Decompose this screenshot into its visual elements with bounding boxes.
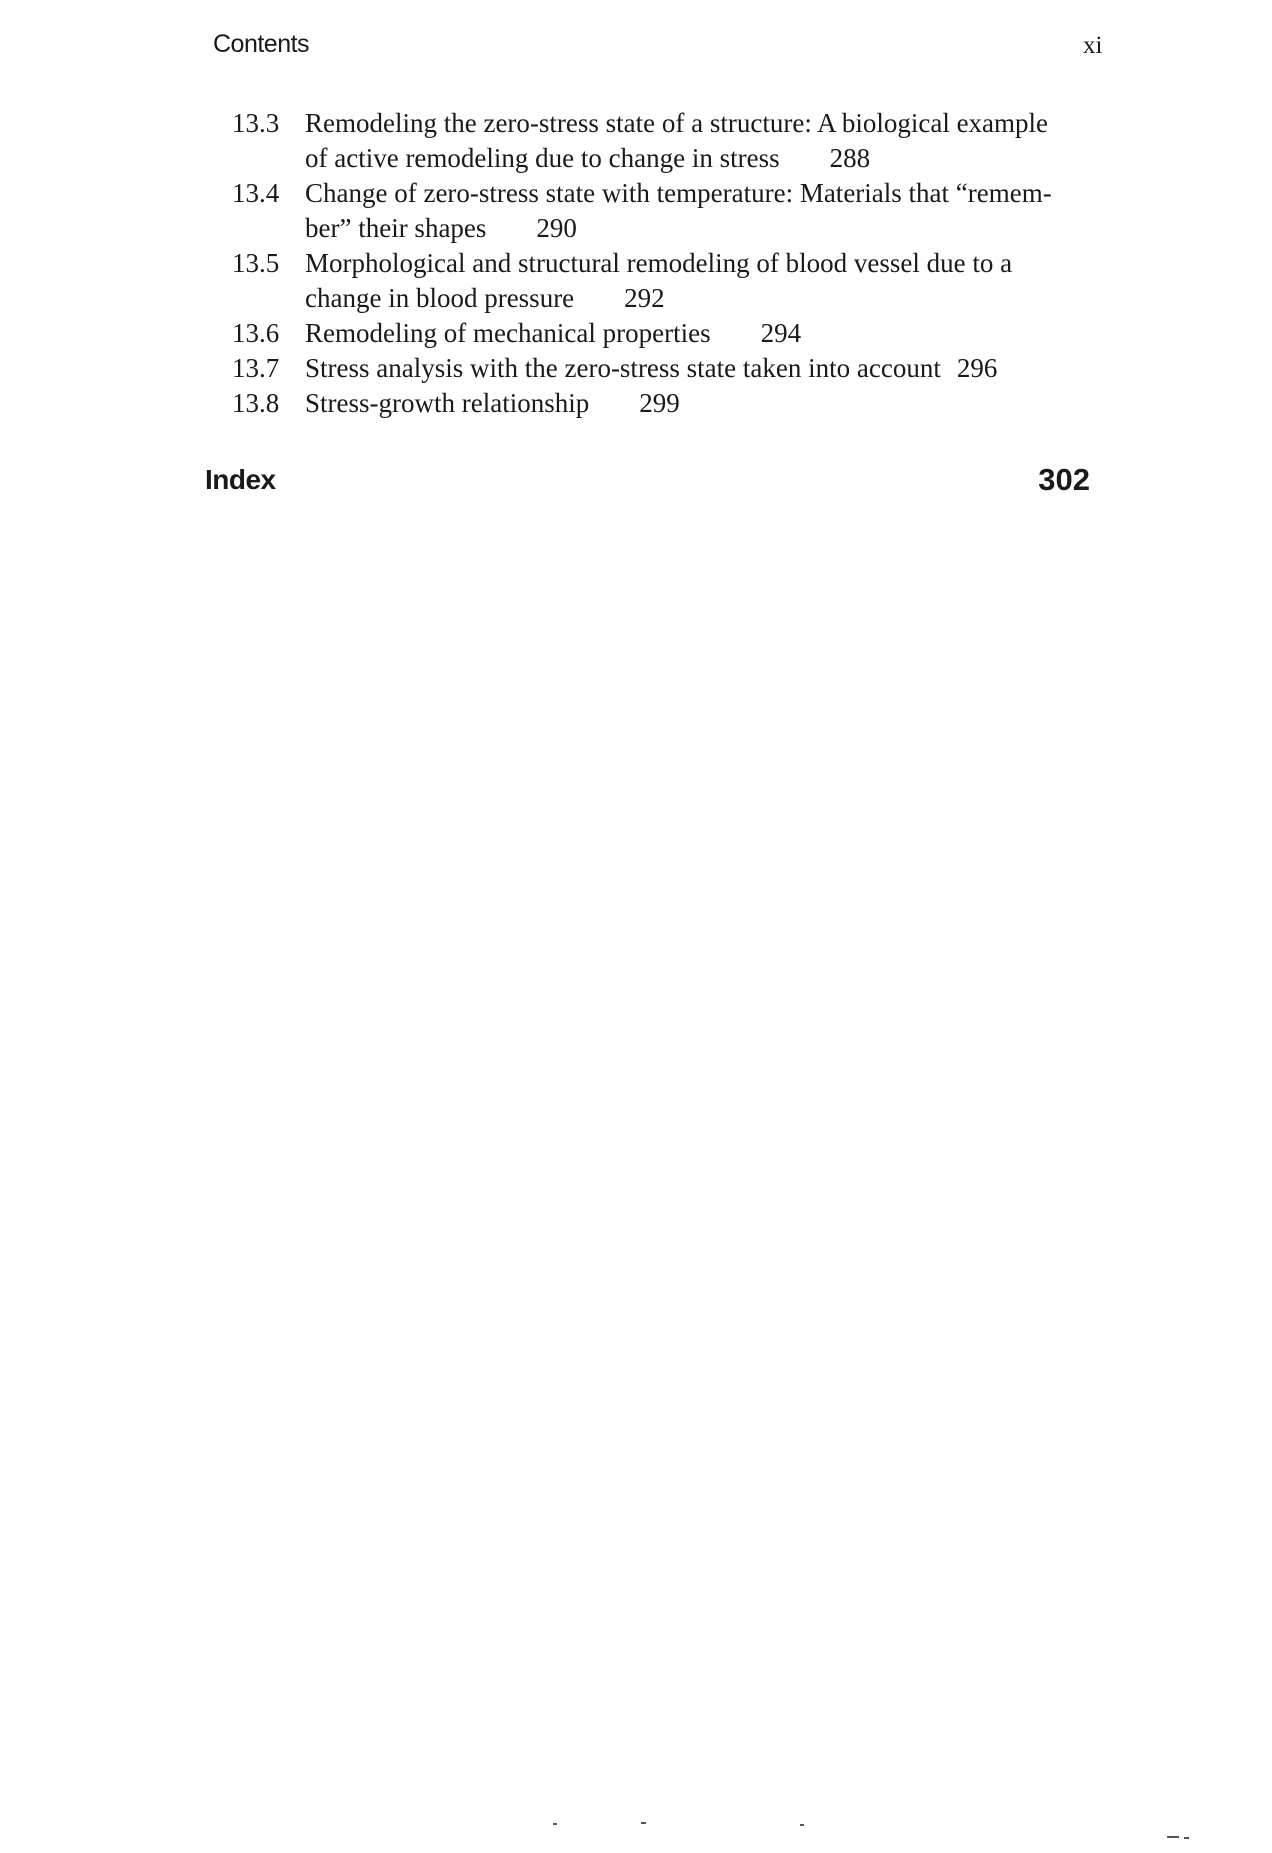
toc-entry-number: 13.3 <box>232 108 280 138</box>
toc-entry-number: 13.8 <box>232 388 280 418</box>
toc-entry-text <box>305 351 1072 386</box>
running-head: Contents <box>213 30 310 58</box>
toc-entry-text <box>305 386 1072 421</box>
toc-list <box>232 106 1072 421</box>
scan-speck <box>553 1823 557 1825</box>
toc-entry-title: Stress-growth relationship <box>305 388 590 418</box>
scan-speck <box>1184 1837 1189 1839</box>
toc-entry-text <box>305 176 1072 246</box>
toc-entry-text <box>305 106 1072 176</box>
toc-entry-page: 299 <box>639 388 680 418</box>
page-folio: xi <box>1083 32 1103 59</box>
toc-entry-title: Change of zero-stress state with temperature: Materials that “remem-ber” their shapes <box>305 178 1052 243</box>
toc-entry-number: 13.4 <box>232 178 280 208</box>
toc-entry <box>232 246 1072 316</box>
toc-entry-title: Stress analysis with the zero-stress state taken into account <box>305 353 941 383</box>
toc-entry-title: Morphological and structural remodeling of blood vessel due to a change in blood pressure <box>305 248 1013 313</box>
scan-speck <box>641 1822 646 1824</box>
toc-entry-text <box>305 316 1072 351</box>
index-page-number: 302 <box>1038 462 1090 497</box>
toc-entry-page: 296 <box>956 353 998 383</box>
toc-entry <box>232 316 1072 351</box>
toc-entry-text <box>305 246 1072 316</box>
toc-entry <box>232 176 1072 246</box>
toc-entry-page: 292 <box>624 283 665 313</box>
scan-speck <box>1167 1836 1179 1838</box>
toc-entry-number: 13.7 <box>232 353 280 383</box>
toc-entry-number: 13.5 <box>232 248 280 278</box>
toc-entry-title: Remodeling of mechanical properties <box>305 318 711 348</box>
toc-entry-page: 288 <box>829 143 871 173</box>
toc-entry-number: 13.6 <box>232 318 280 348</box>
index-entry <box>205 462 1090 502</box>
toc-entry <box>232 351 1072 386</box>
toc-entry <box>232 106 1072 176</box>
toc-entry-title: Remodeling the zero-stress state of a structure: A biological example of active remodeling due to change in stress <box>305 108 1049 173</box>
scan-speck <box>800 1824 804 1826</box>
toc-entry <box>232 386 1072 421</box>
index-label: Index <box>205 464 276 495</box>
toc-entry-page: 290 <box>536 213 577 243</box>
toc-entry-page: 294 <box>760 318 802 348</box>
